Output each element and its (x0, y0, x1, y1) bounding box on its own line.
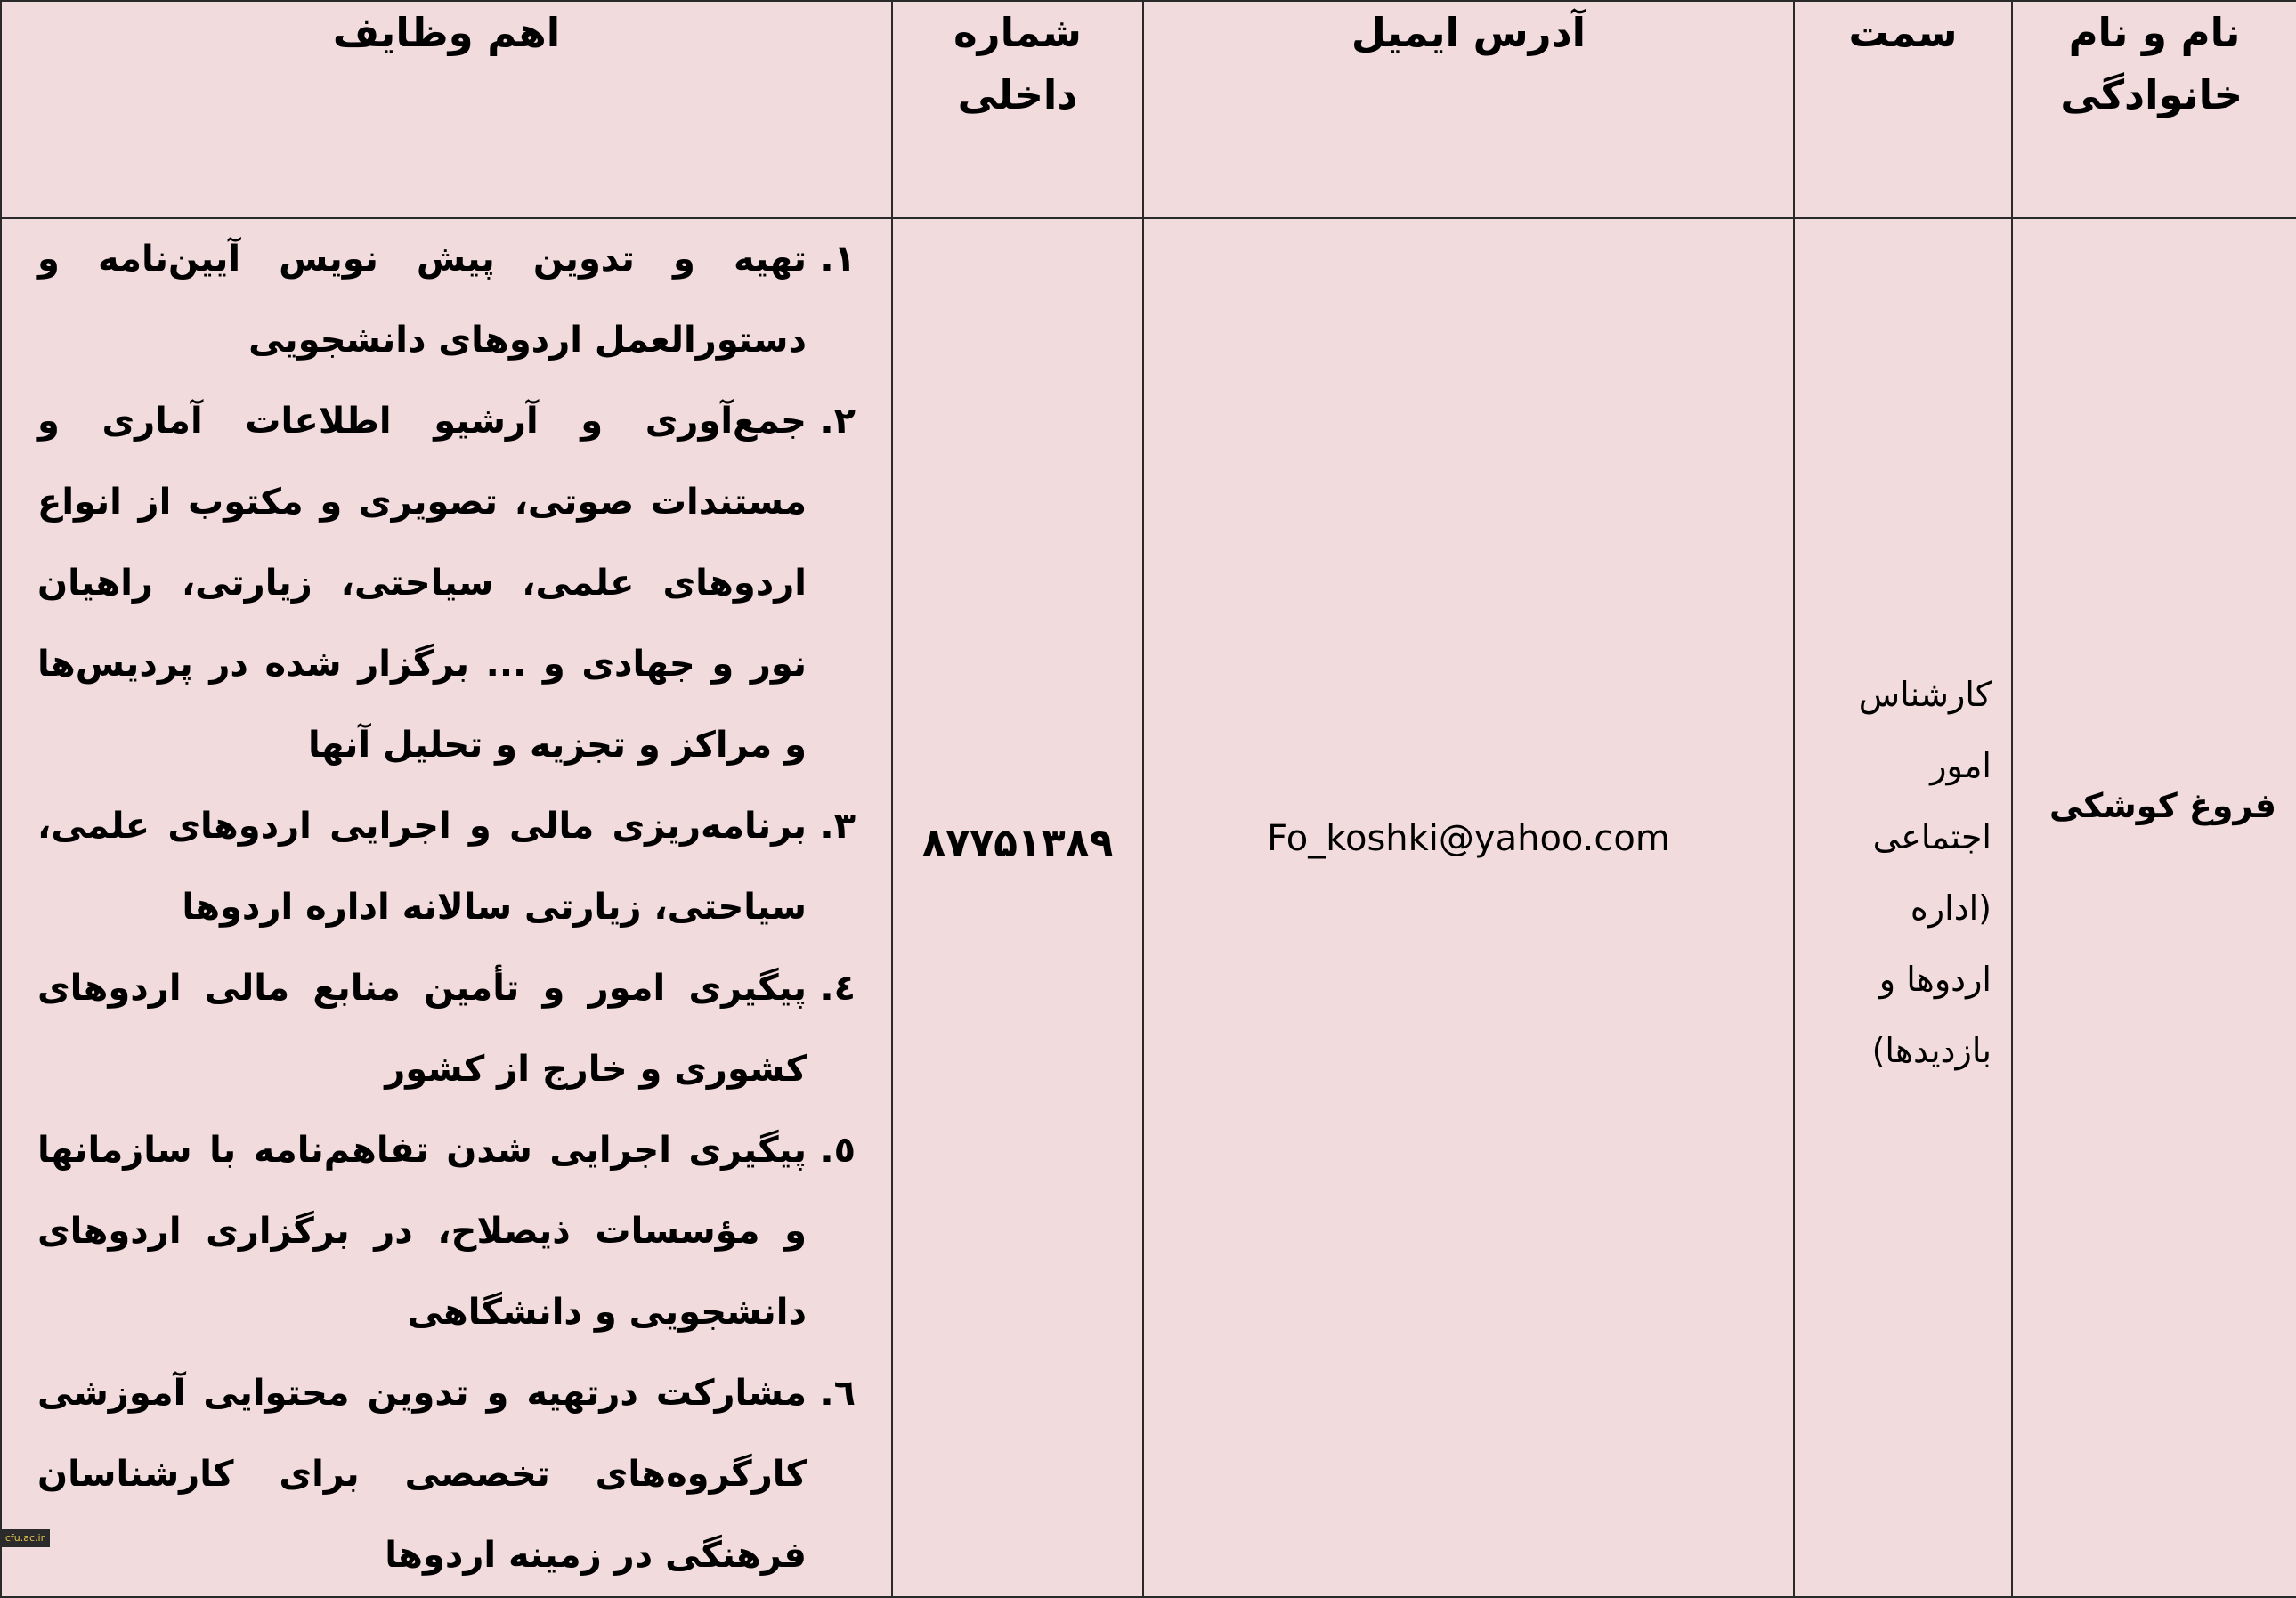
duty-item (37, 786, 856, 948)
cell-extension (892, 218, 1143, 1597)
header-extension: شماره داخلی (892, 1, 1143, 218)
header-row (1, 1, 2296, 218)
duty-item (37, 381, 856, 786)
duty-item (37, 219, 856, 381)
duty-item (37, 1110, 856, 1353)
duty-text: مشارکت درتهیه و تدوین محتوایی آموزشی کارگروه‌های تخصصی برای کارشناسان فرهنگی در زمینه اردوها (37, 1373, 807, 1576)
duty-number: ۲. (820, 401, 856, 442)
duty-number: ۳. (820, 806, 856, 847)
duty-text: تهیه و تدوین پیش نویس آیین‌نامه و دستورالعمل اردوهای دانشجویی (37, 239, 807, 361)
duty-list (37, 219, 856, 1596)
cell-position (1794, 218, 2012, 1597)
watermark-logo: cfu.ac.ir (0, 1529, 50, 1547)
employee-extension: ۸۷۷۵۱۳۸۹ (921, 821, 1114, 866)
header-position: سمت (1794, 1, 2012, 218)
duty-text: پیگیری امور و تأمین منابع مالی اردوهای کشوری و خارج از کشور (37, 968, 807, 1090)
duty-number: ۱. (820, 239, 856, 280)
duty-number: ٦. (820, 1373, 856, 1414)
employee-email: Fo_koshki@yahoo.com (1267, 817, 1670, 859)
cell-email (1143, 218, 1794, 1597)
header-duties: اهم وظایف (1, 1, 892, 218)
header-name: نام و نام خانوادگی (2012, 1, 2296, 218)
cell-duties (1, 218, 892, 1597)
employee-name: فروغ کوشکی (2049, 785, 2276, 825)
table-row (1, 218, 2296, 1597)
duty-text: پیگیری اجرایی شدن تفاهم‌نامه با سازمانها و مؤسسات ذیصلاح، در برگزاری اردوهای دانشجویی و دانشگاهی (37, 1130, 807, 1333)
cell-name (2012, 218, 2296, 1597)
duty-item (37, 1353, 856, 1596)
duty-text: برنامه‌ریزی مالی و اجرایی اردوهای علمی، سیاحتی، زیارتی سالانه اداره اردوها (37, 806, 807, 928)
duty-number: ٤. (820, 968, 856, 1009)
duty-item (37, 948, 856, 1110)
duty-number: ٥. (820, 1130, 856, 1171)
header-email: آدرس ایمیل (1143, 1, 1794, 218)
duty-text: جمع‌آوری و آرشیو اطلاعات آماری و مستندات صوتی، تصویری و مکتوب از انواع اردوهای علمی، سیاحتی، زیارتی، راهیان نور و جهادی و ... برگزار شده در پردیس‌ها و مراکز و تجزیه و تحلیل آنها (37, 401, 807, 766)
employee-position: کارشناس امور اجتماعی (اداره اردوها و بازدیدها) (1858, 674, 1992, 1070)
